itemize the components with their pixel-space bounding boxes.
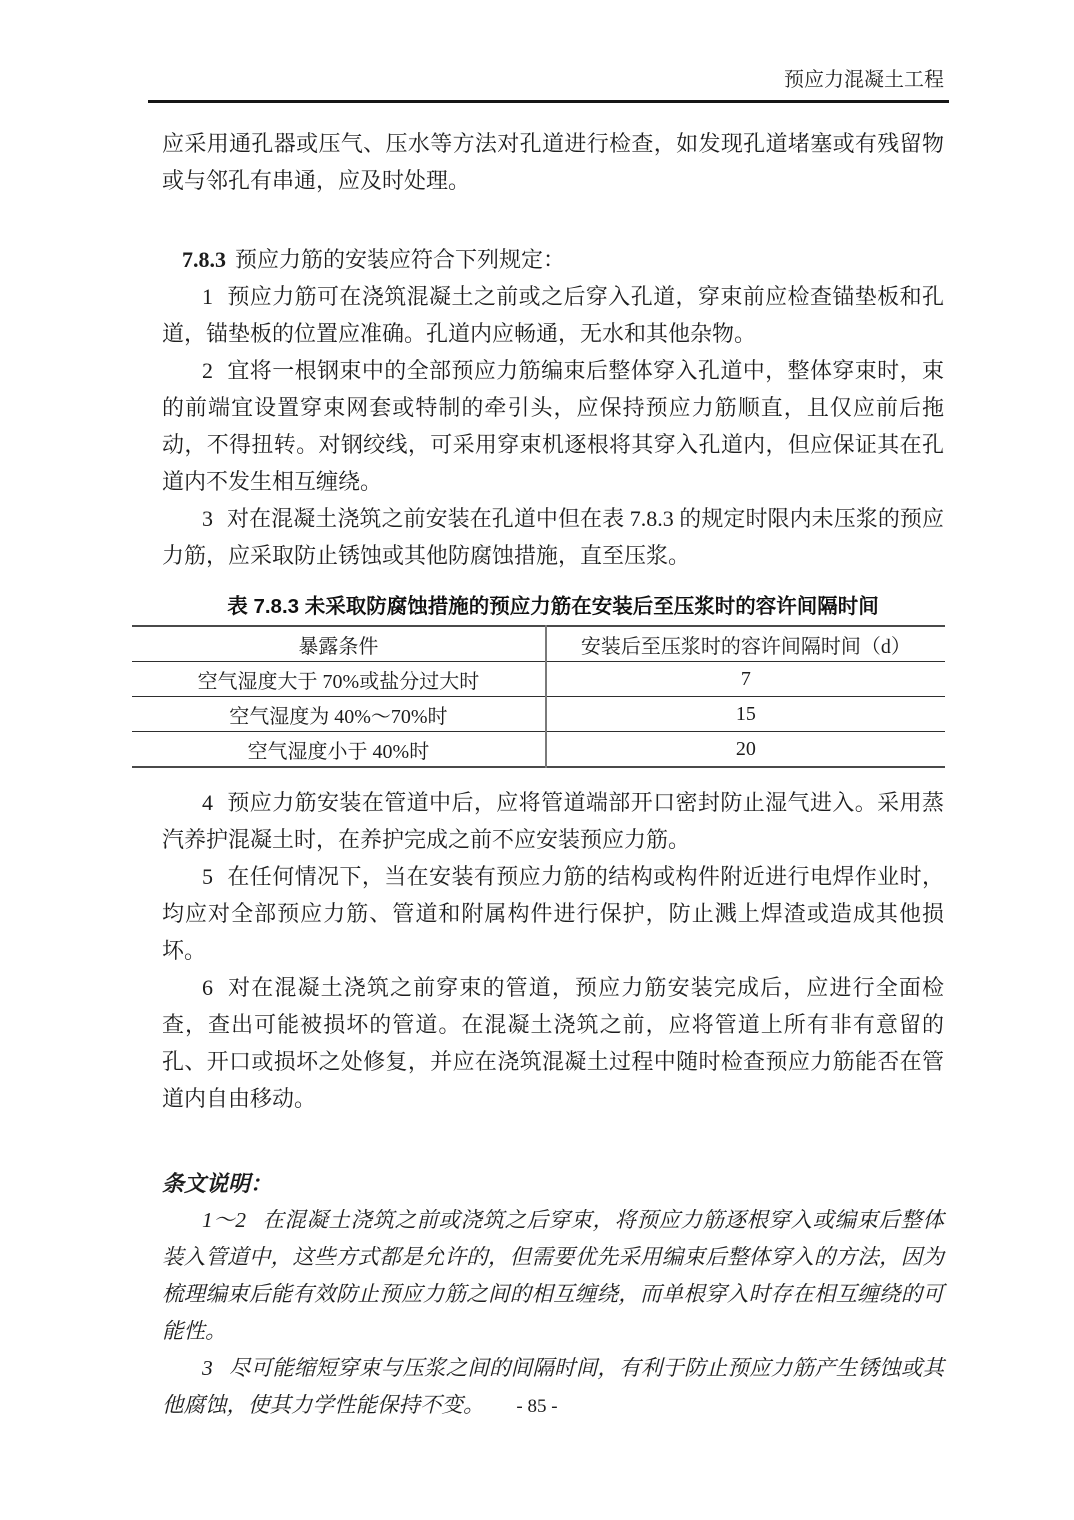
clause-item-6	[162, 969, 944, 1117]
header-rule	[148, 100, 949, 103]
running-header-title: 预应力混凝土工程	[784, 69, 944, 91]
intro-paragraph: 应采用通孔器或压气、压水等方法对孔道进行检查，如发现孔道堵塞或有残留物或与邻孔有串通，应及时处理。	[162, 131, 944, 193]
page-number: - 85 -	[516, 1396, 558, 1417]
commentary-text: 在混凝土浇筑之前或浇筑之后穿束，将预应力筋逐根穿入或编束后整体装入管道中，这些方式都是允许的，但需要优先采用编束后整体穿入的方法，因为梳理编束后能有效防止预应力筋之间的相互缠绕，而单根穿入时存在相互缠绕的可能性。	[162, 1208, 944, 1343]
clause-item-1	[162, 278, 944, 352]
section-heading	[162, 241, 944, 278]
section-number: 7.8.3	[182, 247, 226, 272]
table-cell-days: 7	[546, 662, 945, 697]
table-row	[132, 732, 945, 768]
commentary-number: 3	[202, 1356, 213, 1380]
clause-text: 预应力筋安装在管道中后，应将管道端部开口密封防止湿气进入。采用蒸汽养护混凝土时，在养护完成之前不应安装预应力筋。	[162, 790, 944, 852]
clause-text: 在任何情况下，当在安装有预应力筋的结构或构件附近进行电焊作业时，均应对全部预应力筋、管道和附属构件进行保护，防止溅上焊渣或造成其他损坏。	[162, 864, 944, 963]
clause-number: 4	[202, 790, 213, 815]
table-cell-condition: 空气湿度大于 70%或盐分过大时	[132, 662, 546, 697]
clause-number: 1	[202, 284, 213, 309]
table-header-days: 安装后至压浆时的容许间隔时间（d）	[580, 635, 911, 658]
commentary-text: 尽可能缩短穿束与压浆之间的间隔时间，有利于防止预应力筋产生锈蚀或其他腐蚀，使其力学性能保持不变。	[162, 1356, 944, 1417]
interval-table	[132, 625, 945, 768]
clause-text: 对在混凝土浇筑之前安装在孔道中但在表 7.8.3 的规定时限内未压浆的预应力筋，应采取防止锈蚀或其他防腐蚀措施，直至压浆。	[162, 506, 944, 568]
page-content	[162, 0, 944, 1424]
table-cell-days: 15	[546, 697, 945, 732]
clause-item-5	[162, 858, 944, 969]
commentary-number: 1～2	[202, 1208, 246, 1232]
commentary-title: 条文说明：	[162, 1171, 273, 1196]
clause-text: 宜将一根钢束中的全部预应力筋编束后整体穿入孔道中，整体穿束时，束的前端宜设置穿束网套或特制的牵引头，应保持预应力筋顺直，且仅应前后拖动，不得扭转。对钢绞线，可采用穿束机逐根将其穿入孔道内，但应保证其在孔道内不发生相互缠绕。	[162, 358, 944, 494]
table-header-condition: 暴露条件	[132, 626, 546, 662]
table-header-row	[132, 626, 945, 662]
commentary-section	[162, 1165, 944, 1424]
clause-number: 3	[202, 506, 213, 531]
clause-item-3	[162, 500, 944, 574]
clause-item-2	[162, 352, 944, 500]
table-row	[132, 697, 945, 732]
table-row	[132, 662, 945, 697]
commentary-paragraph-1	[162, 1202, 944, 1350]
table-cell-condition: 空气湿度小于 40%时	[132, 732, 546, 768]
clause-number: 5	[202, 864, 213, 889]
section-title: 预应力筋的安装应符合下列规定：	[235, 247, 566, 272]
table-cell-days: 20	[546, 732, 945, 768]
running-header	[162, 0, 944, 95]
clause-number: 6	[202, 975, 213, 1000]
clause-text: 对在混凝土浇筑之前穿束的管道，预应力筋安装完成后，应进行全面检查，查出可能被损坏的管道。在混凝土浇筑之前，应将管道上所有非有意留的孔、开口或损坏之处修复，并应在浇筑混凝土过程中随时检查预应力筋能否在管道内自由移动。	[162, 975, 944, 1111]
clause-text: 预应力筋可在浇筑混凝土之前或之后穿入孔道，穿束前应检查锚垫板和孔道，锚垫板的位置应准确。孔道内应畅通，无水和其他杂物。	[162, 284, 944, 346]
table-caption: 表 7.8.3 未采取防腐蚀措施的预应力筋在安装后至压浆时的容许间隔时间	[227, 595, 879, 618]
table-cell-condition: 空气湿度为 40%～70%时	[132, 697, 546, 732]
clause-number: 2	[202, 358, 213, 383]
clause-item-4	[162, 784, 944, 858]
